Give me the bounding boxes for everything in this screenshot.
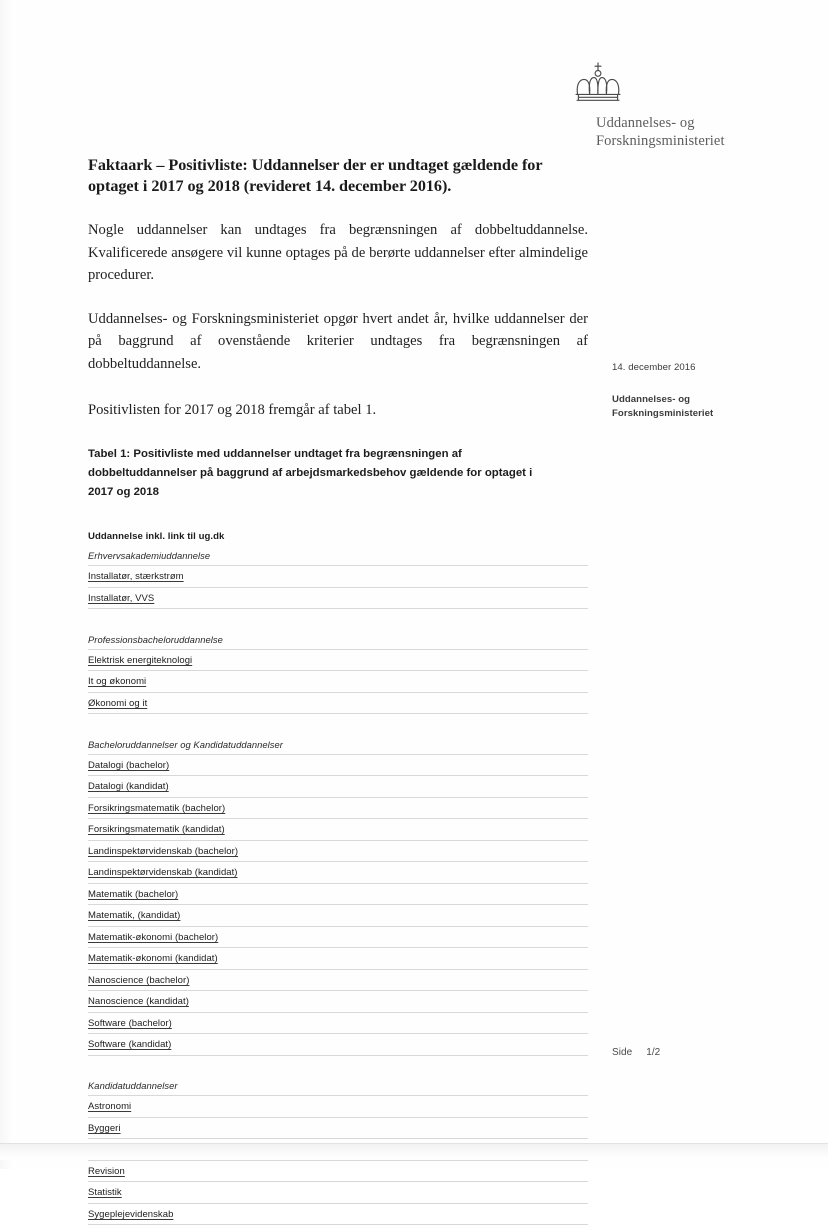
education-link[interactable]: Elektrisk energiteknologi (88, 654, 193, 666)
education-link[interactable]: Software (bachelor) (88, 1017, 172, 1029)
table-row (88, 883, 588, 905)
table-row (88, 754, 588, 776)
ministry-logo-line-2: Forskningsministeriet (596, 133, 725, 149)
table-row (88, 797, 588, 819)
table-group-header-row (88, 1076, 588, 1096)
table-row (88, 1182, 588, 1204)
sidebar-metadata (612, 361, 802, 421)
page-title: Faktaark – Positivliste: Uddannelser der er undtaget gældende for optaget i 2017 og 2018 (revideret 14. december 2016). (88, 156, 543, 195)
sidebar-organisation-line-1: Uddannelses- og (612, 394, 691, 405)
table-group-header-row (88, 546, 588, 566)
education-link[interactable]: Landinspektørvidenskab (bachelor) (88, 845, 239, 857)
table-row (88, 776, 588, 798)
danish-royal-crown-icon (566, 60, 806, 106)
ministry-logo-wordmark (596, 114, 806, 150)
ministry-logo (566, 60, 806, 150)
table-row (88, 587, 588, 609)
table-row (88, 840, 588, 862)
table-reference-line: Positivlisten for 2017 og 2018 fremgår af tabel 1. (88, 402, 377, 418)
table-row (88, 926, 588, 948)
column-header-uddannelse: Uddannelse inkl. link til ug.dk (88, 531, 225, 542)
table-row (88, 819, 588, 841)
scan-left-edge-artifact (0, 0, 14, 1169)
group-label-bachelor-og-kandidatuddannelser: Bacheloruddannelser og Kandidatuddannelser (88, 735, 588, 755)
table-row (88, 1012, 588, 1034)
intro-paragraph-1: Nogle uddannelser kan undtages fra begrænsningen af dobbeltuddannelse. Kvalificerede ansøgere vil kunne optages på de berørte uddannelser efter almindelige procedurer. (88, 222, 588, 283)
table-spacer-row (88, 609, 588, 630)
table-body (88, 546, 588, 1225)
education-link[interactable]: Forsikringsmatematik (bachelor) (88, 802, 226, 814)
education-link[interactable]: Matematik, (kandidat) (88, 910, 181, 921)
page-number: 1/2 (646, 1047, 661, 1058)
sidebar-organisation-line-2: Forskningsministeriet (612, 408, 714, 419)
table-group-header-row (88, 735, 588, 755)
education-link[interactable]: Nanoscience (bachelor) (88, 974, 190, 986)
education-link[interactable]: Installatør, stærkstrøm (88, 571, 184, 582)
table-row (88, 862, 588, 884)
education-link[interactable]: Statistik (88, 1187, 122, 1198)
table-row (88, 905, 588, 927)
intro-paragraph-2: Uddannelses- og Forskningsministeriet opgør hvert andet år, hvilke uddannelser der på baggrund af ovenstående kriterier undtages fra begrænsningen af dobbeltuddannelse. (88, 310, 588, 372)
table-row (88, 991, 588, 1013)
table-header-row (88, 528, 588, 546)
education-link[interactable]: Datalogi (kandidat) (88, 781, 169, 792)
table-spacer-row (88, 714, 588, 735)
education-link[interactable]: Installatør, VVS (88, 592, 155, 604)
table-row (88, 1096, 588, 1118)
education-link[interactable]: Sygeplejevidenskab (88, 1208, 174, 1220)
group-label-kandidatuddannelser: Kandidatuddannelser (88, 1076, 588, 1096)
ministry-logo-line-1: Uddannelses- og (596, 115, 695, 131)
education-link[interactable]: Revision (88, 1165, 125, 1177)
table-group-header-row (88, 630, 588, 650)
education-link[interactable]: Software (kandidat) (88, 1039, 172, 1050)
positivliste-table (88, 528, 588, 1225)
education-link[interactable]: Matematik (bachelor) (88, 888, 179, 900)
education-link[interactable]: Datalogi (bachelor) (88, 759, 170, 771)
education-link[interactable]: Økonomi og it (88, 697, 148, 709)
sidebar-organisation (612, 393, 802, 421)
table-row (88, 1203, 588, 1225)
page-footer-label: Side (612, 1047, 633, 1058)
table-row (88, 1160, 588, 1182)
education-link[interactable]: Landinspektørvidenskab (kandidat) (88, 867, 238, 878)
education-link[interactable]: Astronomi (88, 1101, 132, 1112)
table-row (88, 671, 588, 693)
page-footer (612, 1047, 660, 1058)
table-head (88, 528, 588, 546)
education-link[interactable]: Matematik-økonomi (bachelor) (88, 931, 219, 943)
education-link[interactable]: Nanoscience (kandidat) (88, 996, 189, 1007)
scan-bottom-edge-shadow (0, 1144, 828, 1160)
table-row (88, 692, 588, 714)
education-link[interactable]: Matematik-økonomi (kandidat) (88, 953, 218, 964)
table-row (88, 1034, 588, 1056)
education-link[interactable]: Forsikringsmatematik (kandidat) (88, 824, 225, 835)
table-spacer-row (88, 1055, 588, 1076)
group-label-professionsbacheloruddannelse: Professionsbacheloruddannelse (88, 630, 588, 650)
table-row (88, 948, 588, 970)
document-content (88, 155, 588, 1225)
document-date: 14. december 2016 (612, 362, 696, 373)
group-label-erhvervsakademiuddannelse: Erhvervsakademiuddannelse (88, 546, 588, 566)
table-row (88, 649, 588, 671)
table-row (88, 566, 588, 588)
education-link[interactable]: Byggeri (88, 1122, 121, 1134)
table-caption: Tabel 1: Positivliste med uddannelser undtaget fra begrænsningen af dobbeltuddannelser på baggrund af arbejdsmarkedsbehov gældende for optaget i 2017 og 2018 (88, 448, 533, 498)
table-row (88, 1117, 588, 1139)
table-row (88, 969, 588, 991)
education-link[interactable]: It og økonomi (88, 676, 147, 687)
